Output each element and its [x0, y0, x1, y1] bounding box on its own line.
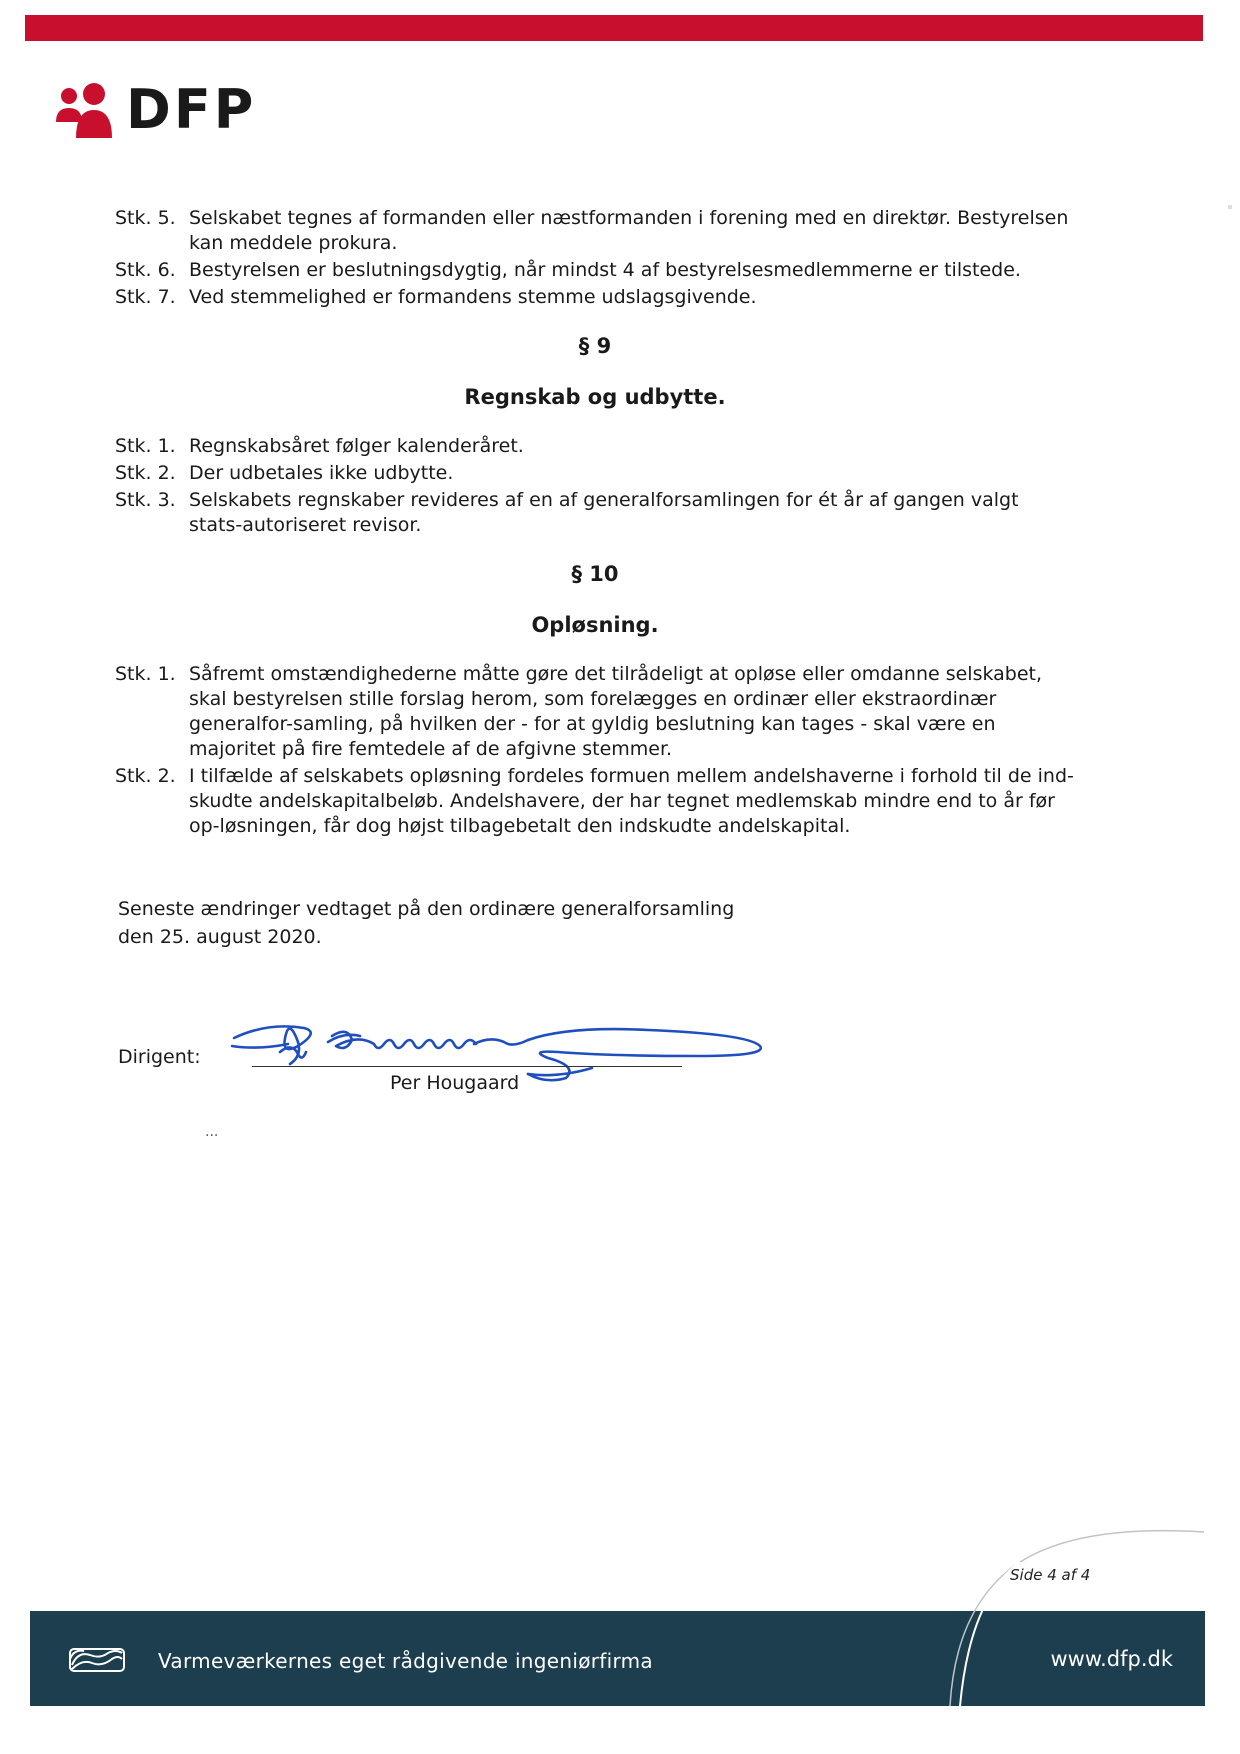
clause-label: Stk. 2.: [115, 765, 176, 787]
clause-label: Stk. 3.: [115, 489, 176, 511]
clause-label: Stk. 1.: [115, 435, 176, 457]
clause-text: I tilfælde af selskabets opløsning fordeles formuen mellem andelshaverne i forhold til de ind-skudte andelskapitalbeløb. Andelshavere, der har tegnet medlemskab mindre end to år før op-løsningen, får dog højst tilbagebetalt den indskudte andelskapital.: [189, 765, 1074, 837]
clause-text: Ved stemmelighed er formandens stemme udslagsgivende.: [189, 286, 757, 308]
closing-line-2: den 25. august 2020.: [118, 926, 322, 948]
section-10-title: Opløsning.: [531, 613, 659, 637]
clause-row: [115, 285, 1075, 310]
page-number: Side 4 af 4: [1010, 1566, 1091, 1584]
footer-url-link[interactable]: www.dfp.dk: [1050, 1647, 1173, 1671]
dirigent-label: Dirigent:: [118, 1046, 201, 1068]
section-10-number: § 10: [571, 562, 619, 586]
clause-row: [115, 764, 1075, 839]
clause-label: Stk. 6.: [115, 259, 176, 281]
clause-label: Stk. 2.: [115, 462, 176, 484]
section-9-title: Regnskab og udbytte.: [464, 385, 726, 409]
clause-label: Stk. 5.: [115, 207, 176, 229]
ellipsis-mark: ...: [205, 1124, 219, 1140]
section-10-clauses: [115, 662, 1075, 839]
section-9-number: § 9: [578, 334, 612, 358]
section-9-clauses: [115, 434, 1075, 538]
clause-label: Stk. 1.: [115, 663, 176, 685]
clause-text: Selskabet tegnes af formanden eller næstformanden i forening med en direktør. Bestyrelsen kan meddele prokura.: [189, 207, 1069, 254]
intro-clauses: [115, 206, 1075, 310]
closing-line-1: Seneste ændringer vedtaget på den ordinære generalforsamling: [118, 898, 735, 920]
logo-wordmark: DFP: [126, 78, 257, 141]
dfp-wave-icon: [68, 1645, 126, 1673]
clause-text: Bestyrelsen er beslutningsdygtig, når mindst 4 af bestyrelsesmedlemmerne er tilstede.: [189, 259, 1021, 281]
clause-row: [115, 488, 1075, 538]
clause-text: Der udbetales ikke udbytte.: [189, 462, 454, 484]
clause-text: Regnskabsåret følger kalenderåret.: [189, 435, 524, 457]
footer-tagline: Varmeværkernes eget rådgivende ingeniørfirma: [158, 1649, 653, 1673]
clause-label: Stk. 7.: [115, 286, 176, 308]
document-body: [115, 206, 1075, 841]
closing-note: [118, 895, 734, 951]
dfp-logo: [56, 78, 256, 142]
clause-row: [115, 434, 1075, 459]
clause-text: Selskabets regnskaber revideres af en af generalforsamlingen for ét år af gangen valgt stats-autoriseret revisor.: [189, 489, 1019, 536]
clause-row: [115, 461, 1075, 486]
signatory-name: Per Hougaard: [390, 1072, 520, 1094]
signature-line: [252, 1066, 682, 1067]
clause-row: [115, 206, 1075, 256]
clause-text: Såfremt omstændighederne måtte gøre det tilrådeligt at opløse eller omdanne selskabet, skal bestyrelsen stille forslag herom, som forelægges en ordinær eller ekstraordinær generalfor-samling, på hvilken der - for at gyldig beslutning kan tages - skal være en majoritet på fire femtedele af de afgivne stemmer.: [189, 663, 1043, 760]
people-icon: [56, 82, 118, 138]
footer-curve-decoration: [930, 1520, 1210, 1710]
clause-row: [115, 258, 1075, 283]
top-accent-bar: [25, 15, 1203, 41]
clause-row: [115, 662, 1075, 762]
edge-mark: [1228, 205, 1232, 209]
